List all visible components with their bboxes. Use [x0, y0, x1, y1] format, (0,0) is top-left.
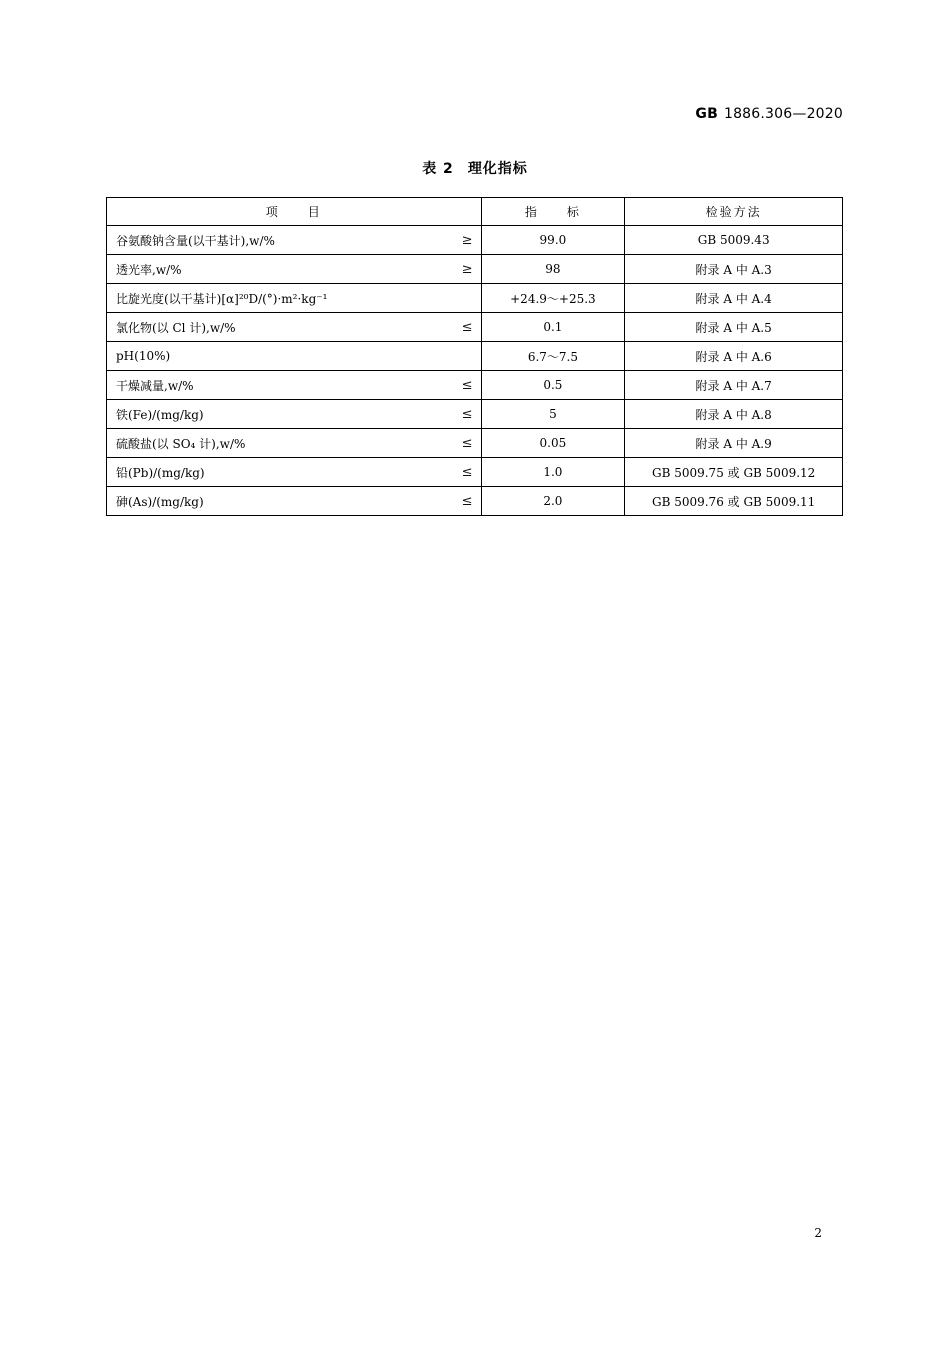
inequality-sign: ≥	[461, 261, 473, 277]
item-name: 比旋光度(以干基计)[α]²⁰D/(°)·m²·kg⁻¹	[116, 291, 328, 306]
standard-number: 1886.306—2020	[723, 106, 843, 122]
item-cell	[107, 226, 482, 255]
standard-prefix: GB	[695, 106, 718, 122]
method-cell: GB 5009.75 或 GB 5009.12	[625, 458, 843, 487]
method-cell: 附录 A 中 A.7	[625, 371, 843, 400]
table-row	[107, 487, 843, 516]
item-cell	[107, 458, 482, 487]
value-cell: 1.0	[481, 458, 625, 487]
spec-table	[106, 197, 843, 516]
table-row	[107, 342, 843, 371]
value-cell: 0.1	[481, 313, 625, 342]
item-name: 透光率,w/%	[116, 262, 182, 277]
method-cell: GB 5009.43	[625, 226, 843, 255]
inequality-sign: ≤	[461, 464, 473, 480]
inequality-sign: ≤	[461, 435, 473, 451]
item-cell	[107, 313, 482, 342]
value-cell: 99.0	[481, 226, 625, 255]
column-header-method: 检验方法	[625, 198, 843, 226]
item-cell	[107, 487, 482, 516]
method-cell: 附录 A 中 A.3	[625, 255, 843, 284]
method-cell: 附录 A 中 A.9	[625, 429, 843, 458]
inequality-sign: ≤	[461, 406, 473, 422]
item-cell	[107, 429, 482, 458]
value-cell: 0.05	[481, 429, 625, 458]
inequality-sign: ≥	[461, 232, 473, 248]
value-cell: 98	[481, 255, 625, 284]
item-name: 干燥减量,w/%	[116, 378, 194, 393]
item-name: pH(10%)	[116, 349, 171, 363]
table-row	[107, 458, 843, 487]
column-header-value: 指 标	[481, 198, 625, 226]
page-number: 2	[814, 1226, 822, 1240]
value-cell: 0.5	[481, 371, 625, 400]
method-cell: 附录 A 中 A.6	[625, 342, 843, 371]
inequality-sign: ≤	[461, 377, 473, 393]
table-row	[107, 371, 843, 400]
table-row	[107, 313, 843, 342]
value-cell: 2.0	[481, 487, 625, 516]
method-cell: 附录 A 中 A.4	[625, 284, 843, 313]
table-row	[107, 429, 843, 458]
table-number: 表 2	[422, 161, 454, 177]
table-row	[107, 400, 843, 429]
item-cell	[107, 342, 482, 371]
value-cell: 6.7～7.5	[481, 342, 625, 371]
method-cell: GB 5009.76 或 GB 5009.11	[625, 487, 843, 516]
table-row	[107, 255, 843, 284]
item-name: 铁(Fe)/(mg/kg)	[116, 407, 204, 422]
table-row	[107, 226, 843, 255]
method-cell: 附录 A 中 A.8	[625, 400, 843, 429]
method-cell: 附录 A 中 A.5	[625, 313, 843, 342]
table-title	[0, 158, 950, 178]
standard-header	[695, 106, 843, 122]
item-cell	[107, 371, 482, 400]
column-header-item: 项 目	[107, 198, 482, 226]
value-cell: +24.9～+25.3	[481, 284, 625, 313]
table-title-text: 理化指标	[467, 161, 528, 177]
item-cell	[107, 284, 482, 313]
item-cell	[107, 400, 482, 429]
item-name: 谷氨酸钠含量(以干基计),w/%	[116, 233, 275, 248]
item-name: 铅(Pb)/(mg/kg)	[116, 465, 205, 480]
inequality-sign: ≤	[461, 493, 473, 509]
item-name: 氯化物(以 Cl 计),w/%	[116, 320, 236, 335]
table-header-row	[107, 198, 843, 226]
item-name: 硫酸盐(以 SO₄ 计),w/%	[116, 436, 246, 451]
table-row	[107, 284, 843, 313]
item-cell	[107, 255, 482, 284]
value-cell: 5	[481, 400, 625, 429]
item-name: 砷(As)/(mg/kg)	[116, 494, 204, 509]
inequality-sign: ≤	[461, 319, 473, 335]
